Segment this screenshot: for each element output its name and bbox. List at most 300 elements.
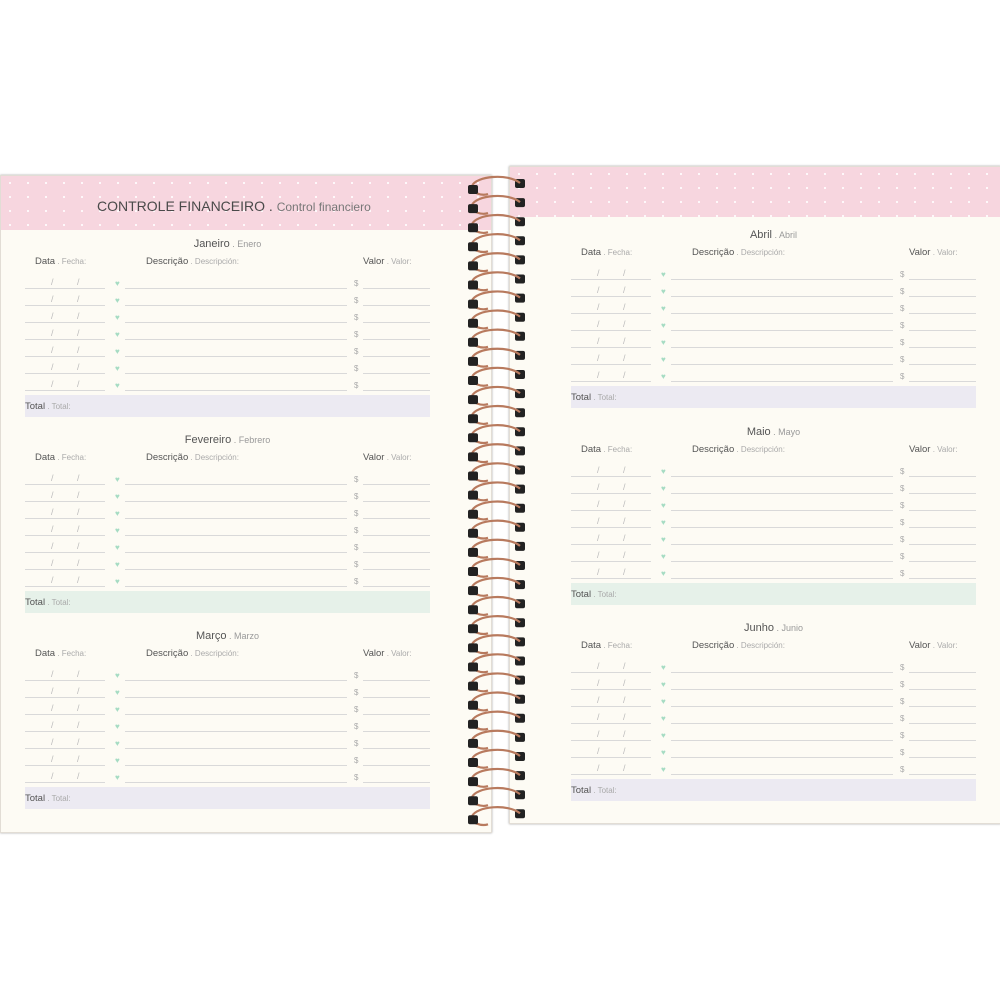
date-line[interactable] (25, 586, 105, 587)
description-line[interactable] (671, 381, 893, 382)
entry-row (571, 314, 976, 331)
spiral-coil (468, 616, 525, 634)
date-slash: / (623, 336, 626, 346)
dollar-sign: $ (900, 663, 905, 672)
heart-icon: ♥ (115, 577, 120, 586)
date-slash: / (623, 499, 626, 509)
month-section-marco (25, 630, 430, 812)
month-heading: Fevereiro . Febrero (184, 434, 271, 446)
month-name: Junho (743, 622, 774, 634)
date-slash: / (597, 712, 600, 722)
entry-row (571, 263, 976, 280)
entry-row (571, 297, 976, 314)
heart-icon: ♥ (661, 484, 666, 493)
date-slash: / (77, 754, 80, 764)
coil-wire (472, 463, 520, 481)
date-slash: / (623, 319, 626, 329)
coil-wire (472, 482, 520, 500)
spiral-coil (468, 693, 525, 711)
dollar-sign: $ (354, 330, 359, 339)
coil-wire (472, 311, 520, 329)
heart-icon: ♥ (115, 756, 120, 765)
date-slash: / (77, 558, 80, 568)
entry-row (25, 323, 430, 340)
dollar-sign: $ (354, 773, 359, 782)
binding-hole (468, 491, 478, 500)
date-slash: / (597, 695, 600, 705)
entry-row (571, 477, 976, 494)
coil-wire (472, 559, 520, 577)
spiral-binding (460, 170, 540, 830)
spiral-coil (468, 482, 525, 500)
date-line[interactable] (571, 578, 651, 579)
value-line[interactable] (909, 381, 976, 382)
binding-hole (468, 414, 478, 423)
coil-wire (472, 253, 520, 271)
coil-wire (472, 673, 520, 691)
month-name-es: Febrero (238, 435, 271, 445)
date-slash: / (597, 482, 600, 492)
column-header-date: Data . Fecha: (581, 247, 633, 258)
entry-row (571, 280, 976, 297)
column-header-date: Data . Fecha: (35, 256, 87, 267)
heart-icon: ♥ (661, 731, 666, 740)
spiral-coil (468, 540, 525, 558)
coil-wire (472, 597, 520, 615)
total-bar[interactable] (571, 779, 976, 801)
dollar-sign: $ (354, 526, 359, 535)
column-header-value: Valor . Valor: (363, 452, 412, 463)
entry-row (25, 502, 430, 519)
date-slash: / (597, 319, 600, 329)
entry-row (25, 766, 430, 783)
date-slash: / (623, 516, 626, 526)
date-slash: / (51, 575, 54, 585)
spiral-coil (468, 769, 525, 787)
spiral-coil (468, 712, 525, 730)
coil-wire (472, 731, 520, 749)
total-label: Total . Total: (25, 793, 71, 804)
date-slash: / (51, 686, 54, 696)
header-band (510, 167, 1000, 217)
month-name: Abril (749, 229, 772, 241)
date-slash: / (77, 311, 80, 321)
page-title: CONTROLE FINANCEIRO . Control financiero (97, 198, 371, 214)
dollar-sign: $ (900, 697, 905, 706)
coil-wire (472, 807, 520, 825)
entry-row (25, 698, 430, 715)
date-slash: / (51, 362, 54, 372)
coil-wire (472, 330, 520, 348)
heart-icon: ♥ (661, 663, 666, 672)
heart-icon: ♥ (115, 705, 120, 714)
dollar-sign: $ (900, 765, 905, 774)
date-slash: / (623, 285, 626, 295)
month-name-es: Junio (781, 623, 803, 633)
entry-row (571, 365, 976, 382)
entry-row (25, 485, 430, 502)
binding-hole (468, 376, 478, 385)
heart-icon: ♥ (115, 509, 120, 518)
date-line[interactable] (571, 381, 651, 382)
total-bar[interactable] (25, 787, 430, 809)
total-bar[interactable] (25, 591, 430, 613)
binding-hole (468, 815, 478, 824)
entry-row (25, 570, 430, 587)
spiral-coil (468, 807, 525, 825)
spiral-coil (468, 559, 525, 577)
date-slash: / (597, 729, 600, 739)
spiral-coil (468, 750, 525, 768)
heart-icon: ♥ (115, 560, 120, 569)
coil-wire (472, 349, 520, 367)
month-section-maio (571, 426, 976, 608)
binding-hole (468, 663, 478, 672)
heart-icon: ♥ (115, 475, 120, 484)
entry-row (571, 741, 976, 758)
date-slash: / (623, 763, 626, 773)
date-slash: / (51, 771, 54, 781)
heart-icon: ♥ (115, 739, 120, 748)
date-slash: / (597, 302, 600, 312)
value-line[interactable] (363, 782, 430, 783)
date-slash: / (51, 703, 54, 713)
binding-hole (468, 242, 478, 251)
dollar-sign: $ (900, 501, 905, 510)
date-slash: / (51, 311, 54, 321)
entry-row (571, 528, 976, 545)
heart-icon: ♥ (661, 287, 666, 296)
entry-row (25, 289, 430, 306)
date-slash: / (623, 678, 626, 688)
heart-icon: ♥ (661, 501, 666, 510)
spiral-coil (468, 215, 525, 233)
date-slash: / (77, 379, 80, 389)
entry-row (571, 348, 976, 365)
coil-wire (472, 578, 520, 596)
date-slash: / (77, 277, 80, 287)
binding-hole (468, 682, 478, 691)
binding-hole (468, 357, 478, 366)
heart-icon: ♥ (115, 543, 120, 552)
spiral-coil (468, 521, 525, 539)
binding-hole (468, 223, 478, 232)
heart-icon: ♥ (115, 330, 120, 339)
spiral-coil (468, 272, 525, 290)
heart-icon: ♥ (661, 569, 666, 578)
coil-wire (472, 635, 520, 653)
column-header-date: Data . Fecha: (35, 452, 87, 463)
heart-icon: ♥ (661, 535, 666, 544)
spiral-coil (468, 253, 525, 271)
spiral-coil (468, 406, 525, 424)
column-header-value: Valor . Valor: (909, 444, 958, 455)
dollar-sign: $ (354, 279, 359, 288)
column-header-value: Valor . Valor: (363, 648, 412, 659)
heart-icon: ♥ (115, 526, 120, 535)
heart-icon: ♥ (661, 355, 666, 364)
date-slash: / (597, 465, 600, 475)
spiral-coil (468, 330, 525, 348)
date-slash: / (623, 729, 626, 739)
binding-hole (468, 701, 478, 710)
binding-hole (468, 567, 478, 576)
binding-hole (468, 261, 478, 270)
coil-wire (472, 406, 520, 424)
heart-icon: ♥ (661, 372, 666, 381)
heart-icon: ♥ (115, 492, 120, 501)
dollar-sign: $ (900, 569, 905, 578)
coil-wire (472, 196, 520, 214)
entry-row (25, 357, 430, 374)
spiral-coil (468, 673, 525, 691)
date-slash: / (51, 328, 54, 338)
dollar-sign: $ (900, 748, 905, 757)
heart-icon: ♥ (115, 279, 120, 288)
binding-hole (468, 338, 478, 347)
binding-hole (468, 605, 478, 614)
date-slash: / (77, 362, 80, 372)
heart-icon: ♥ (661, 304, 666, 313)
date-slash: / (597, 353, 600, 363)
date-slash: / (51, 754, 54, 764)
date-slash: / (597, 661, 600, 671)
entry-row (571, 562, 976, 579)
date-line[interactable] (25, 782, 105, 783)
heart-icon: ♥ (115, 773, 120, 782)
coil-wire (472, 368, 520, 386)
description-line[interactable] (125, 390, 347, 391)
dollar-sign: $ (354, 543, 359, 552)
date-slash: / (77, 507, 80, 517)
date-slash: / (597, 499, 600, 509)
entry-row (25, 536, 430, 553)
heart-icon: ♥ (115, 671, 120, 680)
entry-row (25, 553, 430, 570)
date-slash: / (51, 558, 54, 568)
dollar-sign: $ (900, 731, 905, 740)
dollar-sign: $ (354, 296, 359, 305)
binding-hole (468, 720, 478, 729)
value-line[interactable] (909, 578, 976, 579)
column-header-description: Descrição . Descripción: (692, 247, 785, 258)
value-line[interactable] (909, 774, 976, 775)
coil-wire (472, 234, 520, 252)
date-slash: / (597, 567, 600, 577)
spiral-coil (468, 368, 525, 386)
month-section-fevereiro (25, 434, 430, 616)
date-slash: / (77, 345, 80, 355)
spiral-coil (468, 349, 525, 367)
date-slash: / (51, 541, 54, 551)
heart-icon: ♥ (115, 722, 120, 731)
binding-hole (468, 758, 478, 767)
dollar-sign: $ (900, 270, 905, 279)
column-header-description: Descrição . Descripción: (146, 256, 239, 267)
entry-row (25, 681, 430, 698)
binding-hole (468, 319, 478, 328)
date-slash: / (623, 370, 626, 380)
date-slash: / (51, 669, 54, 679)
column-header-date: Data . Fecha: (581, 444, 633, 455)
page-title-sub: Control financiero (276, 200, 371, 214)
column-header-value: Valor . Valor: (909, 247, 958, 258)
heart-icon: ♥ (115, 296, 120, 305)
binding-hole (468, 281, 478, 290)
coil-wire (472, 616, 520, 634)
total-bar[interactable] (571, 386, 976, 408)
spiral-coil (468, 502, 525, 520)
total-label: Total . Total: (25, 597, 71, 608)
date-line[interactable] (571, 774, 651, 775)
value-line[interactable] (363, 586, 430, 587)
entry-row (571, 707, 976, 724)
heart-icon: ♥ (661, 552, 666, 561)
heart-icon: ♥ (661, 467, 666, 476)
entry-row (25, 732, 430, 749)
total-label: Total . Total: (25, 401, 71, 412)
right-page (509, 166, 1000, 824)
heart-icon: ♥ (661, 338, 666, 347)
month-heading: Maio . Mayo (746, 426, 801, 438)
date-slash: / (623, 302, 626, 312)
coil-wire (472, 177, 520, 195)
dollar-sign: $ (900, 484, 905, 493)
heart-icon: ♥ (115, 313, 120, 322)
entry-row (25, 374, 430, 391)
month-section-junho (571, 622, 976, 804)
date-slash: / (623, 268, 626, 278)
description-line[interactable] (671, 774, 893, 775)
date-slash: / (597, 550, 600, 560)
month-section-abril (571, 229, 976, 411)
date-slash: / (597, 336, 600, 346)
column-header-value: Valor . Valor: (909, 640, 958, 651)
value-line[interactable] (363, 390, 430, 391)
description-line[interactable] (125, 586, 347, 587)
date-slash: / (77, 541, 80, 551)
date-slash: / (623, 695, 626, 705)
binding-hole (468, 510, 478, 519)
dollar-sign: $ (900, 304, 905, 313)
dollar-sign: $ (900, 714, 905, 723)
dollar-sign: $ (354, 347, 359, 356)
binding-hole (468, 452, 478, 461)
month-name: Maio (746, 426, 771, 438)
dollar-sign: $ (354, 688, 359, 697)
coil-wire (472, 291, 520, 309)
coil-wire (472, 502, 520, 520)
coil-wire (472, 712, 520, 730)
dollar-sign: $ (354, 381, 359, 390)
dollar-sign: $ (900, 467, 905, 476)
month-name-es: Mayo (778, 427, 801, 437)
description-line[interactable] (125, 782, 347, 783)
date-slash: / (597, 678, 600, 688)
page-title-main: CONTROLE FINANCEIRO (97, 198, 266, 214)
binding-hole (468, 643, 478, 652)
spiral-coil (468, 234, 525, 252)
dollar-sign: $ (900, 355, 905, 364)
entry-row (571, 758, 976, 775)
coil-wire (472, 769, 520, 787)
spiral-coil (468, 196, 525, 214)
heart-icon: ♥ (661, 680, 666, 689)
entry-row (25, 664, 430, 681)
date-line[interactable] (25, 390, 105, 391)
coil-wire (472, 750, 520, 768)
entry-row (25, 749, 430, 766)
entry-row (571, 511, 976, 528)
spiral-coil (468, 463, 525, 481)
month-section-janeiro (25, 238, 430, 420)
entry-row (25, 519, 430, 536)
entry-row (571, 494, 976, 511)
heart-icon: ♥ (661, 321, 666, 330)
spiral-coil (468, 597, 525, 615)
date-slash: / (77, 328, 80, 338)
date-slash: / (597, 533, 600, 543)
total-bar[interactable] (25, 395, 430, 417)
binding-hole (468, 529, 478, 538)
heart-icon: ♥ (661, 270, 666, 279)
binding-hole (468, 395, 478, 404)
heart-icon: ♥ (661, 714, 666, 723)
date-slash: / (77, 473, 80, 483)
total-bar[interactable] (571, 583, 976, 605)
date-slash: / (77, 294, 80, 304)
dollar-sign: $ (354, 739, 359, 748)
heart-icon: ♥ (115, 347, 120, 356)
binding-hole (468, 204, 478, 213)
spiral-coil (468, 654, 525, 672)
spiral-coil (468, 788, 525, 806)
binding-hole (468, 777, 478, 786)
month-name-es: Marzo (234, 631, 260, 641)
date-slash: / (597, 285, 600, 295)
entry-row (25, 340, 430, 357)
date-slash: / (51, 345, 54, 355)
coil-wire (472, 540, 520, 558)
header-band (1, 176, 491, 230)
dollar-sign: $ (354, 364, 359, 373)
month-heading: Março . Marzo (195, 630, 260, 642)
date-slash: / (623, 482, 626, 492)
date-slash: / (77, 686, 80, 696)
dollar-sign: $ (900, 552, 905, 561)
heart-icon: ♥ (115, 381, 120, 390)
heart-icon: ♥ (661, 765, 666, 774)
heart-icon: ♥ (661, 518, 666, 527)
coil-wire (472, 272, 520, 290)
date-slash: / (623, 550, 626, 560)
date-slash: / (77, 771, 80, 781)
date-slash: / (623, 567, 626, 577)
month-name: Fevereiro (184, 434, 232, 446)
entry-row (25, 468, 430, 485)
coil-wire (472, 788, 520, 806)
date-slash: / (623, 661, 626, 671)
date-slash: / (77, 490, 80, 500)
description-line[interactable] (671, 578, 893, 579)
date-slash: / (77, 737, 80, 747)
spiral-coil (468, 731, 525, 749)
entry-row (25, 272, 430, 289)
binding-hole (468, 433, 478, 442)
binding-hole (468, 586, 478, 595)
dollar-sign: $ (900, 372, 905, 381)
dollar-sign: $ (354, 722, 359, 731)
